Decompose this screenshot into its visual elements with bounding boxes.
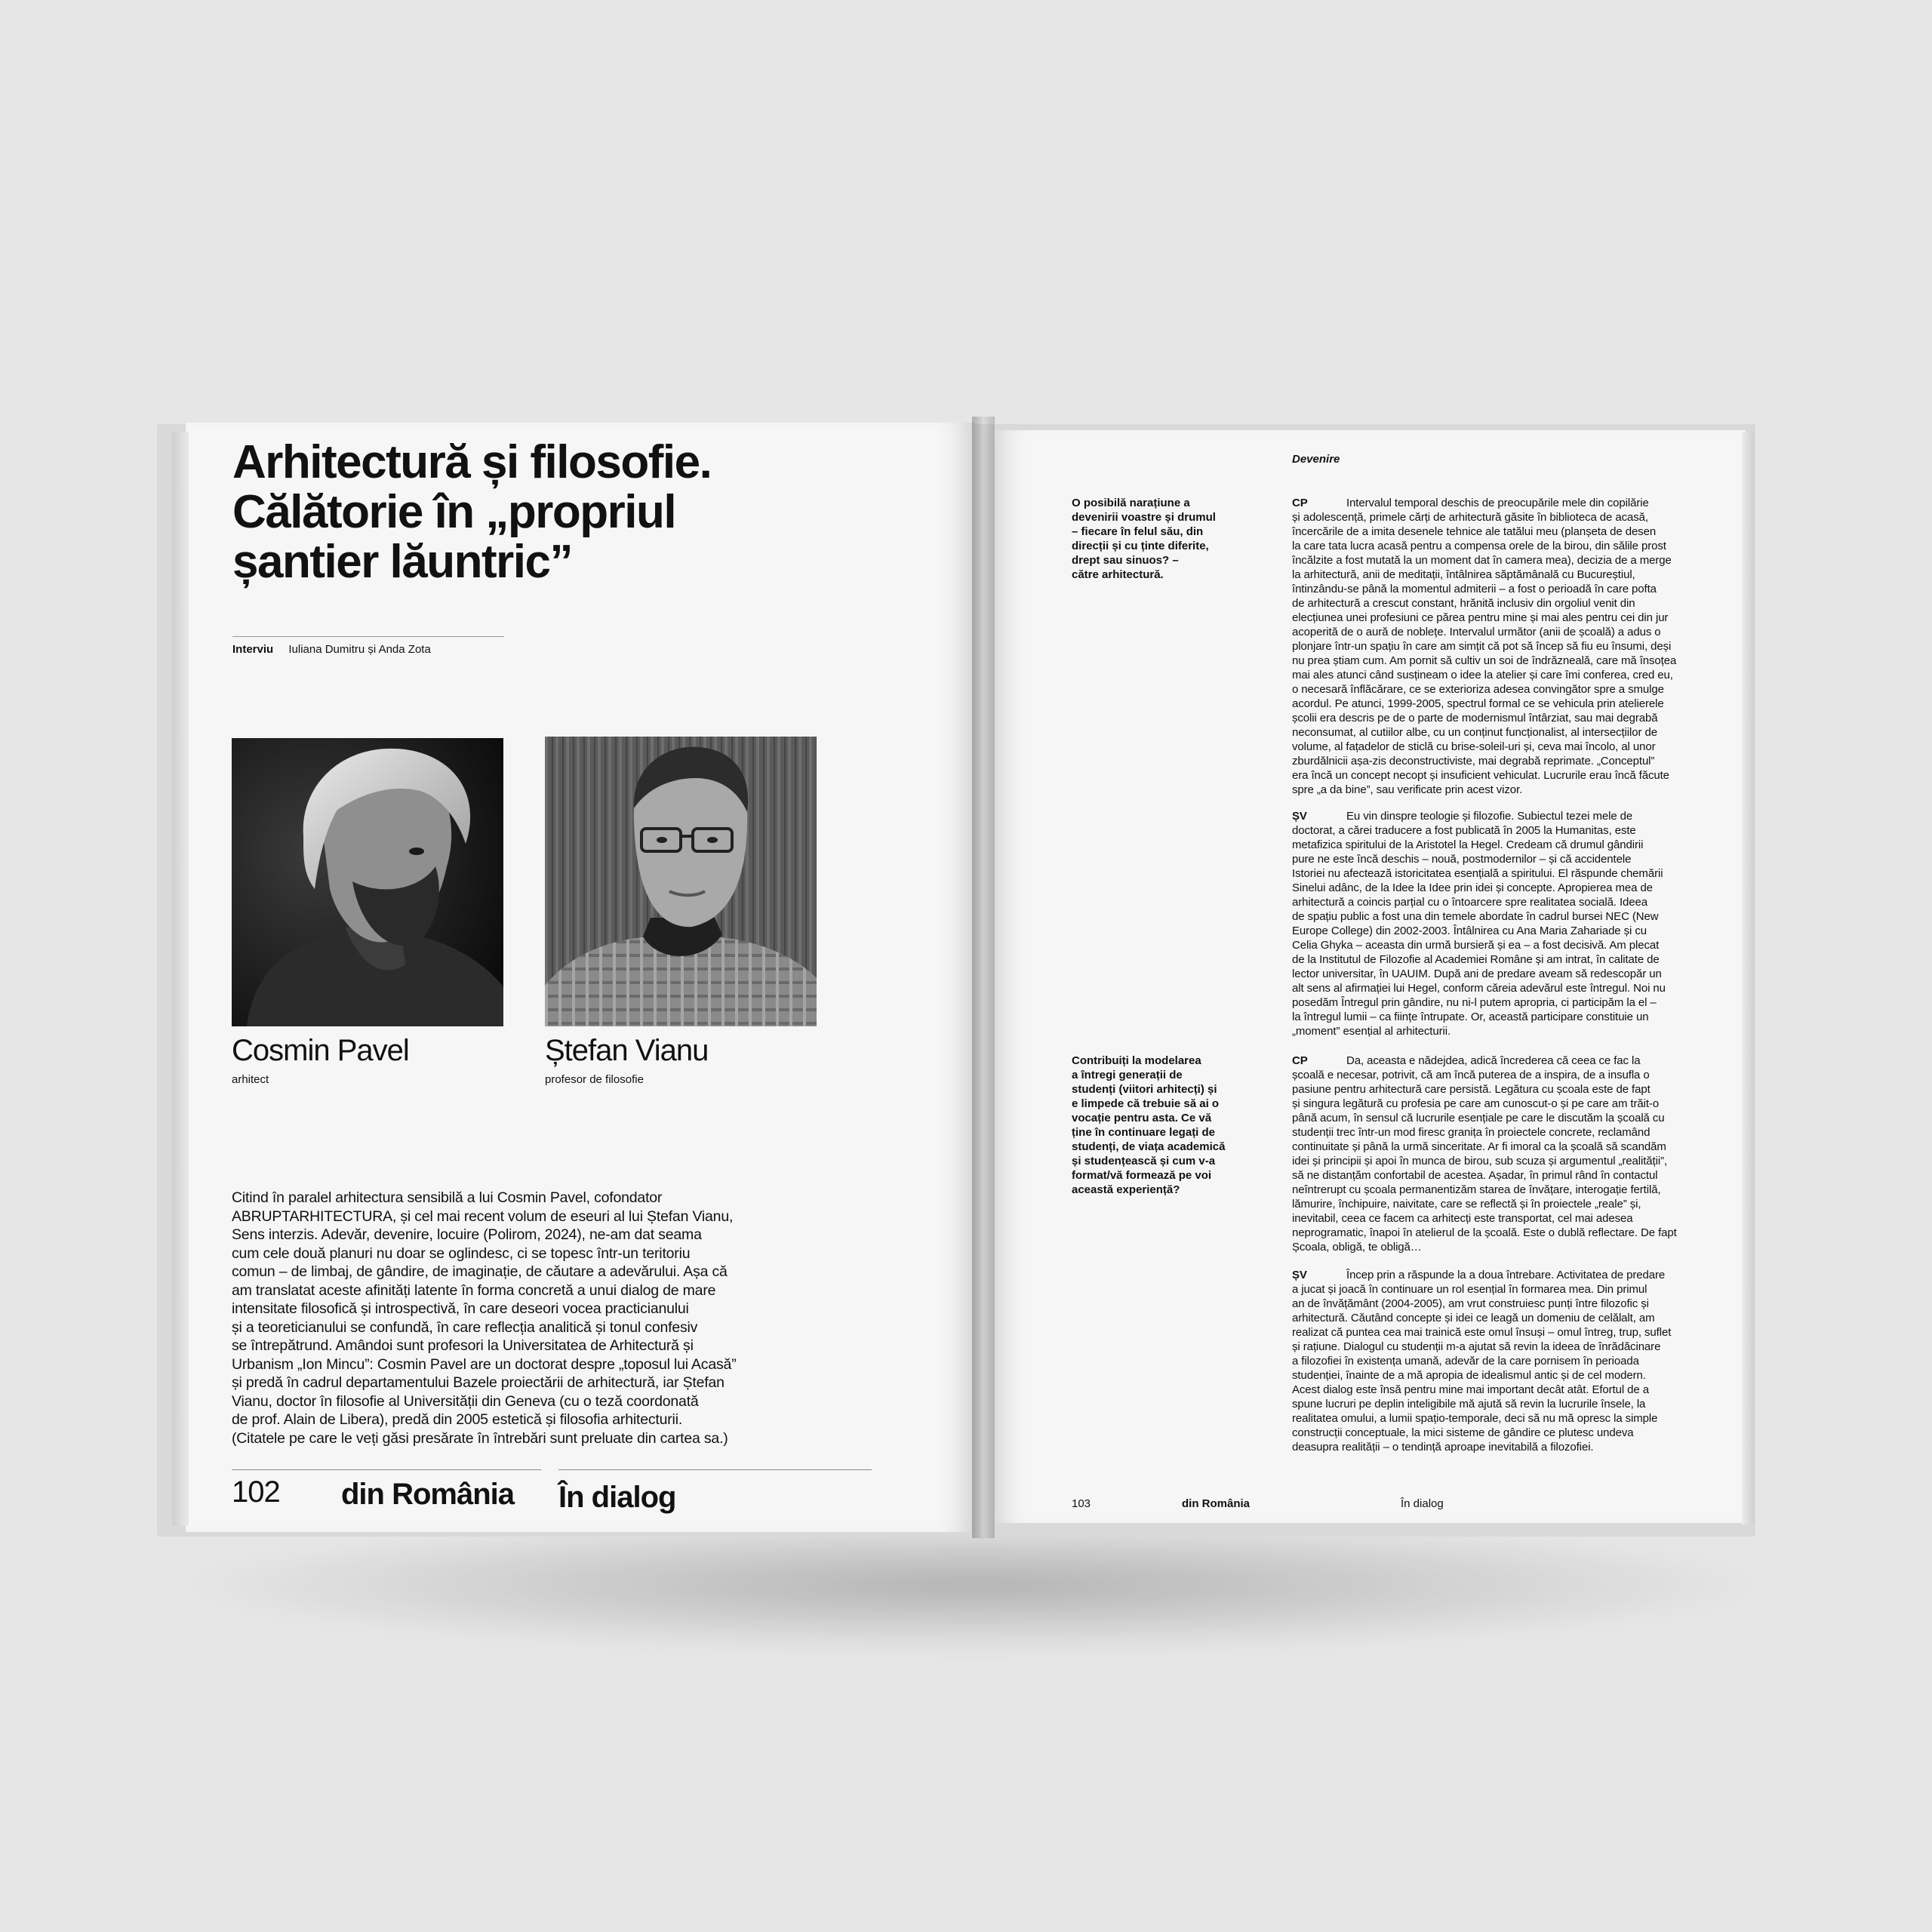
answer-line: nu prea știam cum. Am pornit să cultiv un soi de îndrăzneală, care mă însoțea [1292, 654, 1677, 667]
speaker-initials: ȘV [1292, 810, 1307, 823]
answer-line: metafizica spiritului de la Aristotel la Hegel. Credeam că drumul gândirii [1292, 838, 1644, 851]
byline [232, 643, 431, 656]
answer-line: Istoriei nu afectează istoricitatea esențială a spiritului. El răspunde chemării [1292, 867, 1663, 880]
intro-line: Urbanism „Ion Mincu”: Cosmin Pavel are un doctorat despre „toposul lui Acasă” [232, 1355, 737, 1373]
question-line: studenți (viitori arhitecți) și [1072, 1083, 1217, 1096]
section-name: În dialog [558, 1481, 676, 1514]
question [1072, 1054, 1253, 1197]
question-line: a întregi generații de [1072, 1069, 1183, 1081]
question-line: către arhitectură. [1072, 568, 1164, 581]
intro-line: Vianu, doctor în filosofie al Universității din Geneva (cu o teză coordonată [232, 1392, 699, 1410]
answer-line: deasupra realității – o tendință aproape inevitabilă a filozofiei. [1292, 1441, 1594, 1454]
answer-line: la întregul lumii – ca ființe întrupate. Or, această participare constituie un [1292, 1011, 1649, 1023]
answer-line: arhitectură a coincis parțial cu o întoarcere spre realitatea socială. Ideea [1292, 896, 1647, 909]
person-name: Ștefan Vianu [545, 1034, 709, 1067]
answer-line: neîntrerupt cu școala permanentizăm starea de învățare, interogație fertilă, [1292, 1183, 1661, 1196]
answer-line: studenții trec într-un mod firesc granița în proiectele concrete, reclamând [1292, 1126, 1651, 1139]
question-line: studenți, de viața academică [1072, 1140, 1226, 1153]
question-line: devenirii voastre și drumul [1072, 511, 1216, 524]
cosmin-pavel-portrait [232, 738, 503, 1026]
person-role: arhitect [232, 1073, 269, 1086]
answer-line: spune lucruri pe deplin inteligibile mă ajută să revin la lucrurile însele, la [1292, 1398, 1646, 1411]
question-line: această experiență? [1072, 1183, 1180, 1196]
answer-line: acordul. Pe atunci, 1999-2005, spectrul formal ce se vehicula prin atelierele [1292, 697, 1664, 710]
question-line: drept sau sinuos? – [1072, 554, 1179, 567]
intro-line: intensitate filosofică și introspectivă, în care deseori vocea practicianului [232, 1300, 689, 1317]
question-line: – fiecare în felul său, din [1072, 525, 1204, 538]
byline-label: Interviu [232, 643, 274, 656]
answer-line: Școala, obligă, te obligă… [1292, 1241, 1422, 1254]
page-number: 103 [1072, 1497, 1091, 1510]
intro-line: Citind în paralel arhitectura sensibilă a lui Cosmin Pavel, cofondator [232, 1189, 663, 1206]
intro-line: se întrepătrund. Amândoi sunt profesori la Universitatea de Arhitectură și [232, 1337, 694, 1354]
answer-line: continuitate și până la urmă sinceritate. Ar fi imoral ca la școală să scandăm [1292, 1140, 1666, 1153]
answer-line: încălzite a fost mutată la un moment dat în camera mea), decizia de a merge [1292, 554, 1672, 567]
answer-line: să ne distanțăm confortabil de acestea. Așadar, în primul rând în contactul [1292, 1169, 1658, 1182]
answer-line: și adolescență, primele cărți de arhitectură găsite în biblioteca de acasă, [1292, 511, 1648, 524]
answer-line: elecțiunea unei profesiuni ce părea pentru mine și mai ales pentru cei din jur [1292, 611, 1669, 624]
answer-line: an de învățământ (2004-2005), am vrut construiesc punți între filozofic și [1292, 1297, 1649, 1310]
answer-line: mai ales atunci când susțineam o idee la atelier și care îmi conferea, cred eu, [1292, 669, 1673, 681]
answer-line: Eu vin dinspre teologie și filozofie. Subiectul tezei mele de [1346, 810, 1633, 823]
answer-line: Celia Ghyka – aceasta din urmă bursieră și ea – a fost decisivă. Am plecat [1292, 939, 1660, 952]
speaker-initials: CP [1292, 1054, 1308, 1067]
answer-line: construcții conceptuale, la mici sisteme de gândire ce plutesc undeva [1292, 1426, 1634, 1439]
answer-line: volume, al fațadelor de sticlă cu brise-soleil-uri și, ceva mai încolo, al unor [1292, 740, 1656, 753]
person-role: profesor de filosofie [545, 1073, 644, 1086]
answer-line: și rațiune. Dialogul cu studenții m-a ajutat să revin la ideea de înrădăcinare [1292, 1340, 1661, 1353]
answer-line: posedăm Întregul prin gândire, nu ni-l putem apropria, ci participăm la el – [1292, 996, 1657, 1009]
answer-line: de la Institutul de Filozofie al Academiei Române și am intrat, în calitate de [1292, 953, 1660, 966]
running-section-label: Devenire [1292, 453, 1340, 466]
intro-line: și predă în cadrul departamentului Bazele proiectării de arhitectură, iar Ștefan [232, 1374, 724, 1391]
speaker-initials: CP [1292, 497, 1308, 509]
intro-line: (Citatele pe care le veți găsi presărate în întrebări sunt preluate din cartea sa.) [232, 1429, 728, 1447]
answer-line: încercările de a imita desenele tehnice ale tatălui meu (planșeta de desen [1292, 525, 1657, 538]
answer-line: „moment” esențial al arhitecturii. [1292, 1025, 1451, 1038]
title-line: șantier lăuntric” [232, 536, 572, 588]
answer-line: zburdălnicii așa-zis deconstructiviste, mai degrabă reprimate. „Conceptul” [1292, 755, 1655, 768]
answer-line: Încep prin a răspunde la a doua întrebare. Activitatea de predare [1346, 1269, 1666, 1281]
title-line: Arhitectură și filosofie. [232, 436, 712, 488]
answer-line: a jucat și joacă în continuare un rol esențial în formarea mea. Din primul [1292, 1283, 1647, 1296]
answer-line: Europe College) din 2002-2003. Întâlnirea cu Ana Maria Zahariade și cu [1292, 924, 1647, 937]
answer-line: de arhitectură a crescut constant, hrănită inclusiv din orgoliul venit din [1292, 597, 1635, 610]
intro-line: de prof. Alain de Libera), predă din 2005 estetică și filosofia arhitecturii. [232, 1411, 683, 1428]
question-line: O posibilă narațiune a [1072, 497, 1190, 509]
book-gutter [972, 417, 995, 1538]
intro-line: ABRUPTARHITECTURA, și cel mai recent volum de eseuri al lui Ștefan Vianu, [232, 1208, 734, 1225]
answer-line: școlii era descris pe de o parte de modernismul întârziat, sau mai degrabă [1292, 712, 1658, 724]
byline-authors: Iuliana Dumitru și Anda Zota [288, 643, 431, 656]
answer-line: până acum, în sensul că lucrurile esențiale pe care le discutăm la școală cu [1292, 1112, 1665, 1124]
answer [1292, 1268, 1722, 1454]
magazine-name: din România [341, 1478, 515, 1511]
answer [1292, 496, 1722, 797]
footer-divider [558, 1469, 872, 1470]
answer-line: arhitectură. Căutând concepte și idei ce leagă un domeniu de celălalt, am [1292, 1312, 1655, 1324]
answer-line: acoperită de o aură de noblețe. Intervalul următor (anii de școală) a adus o [1292, 626, 1661, 638]
question-line: e limpede că trebuie să ai o [1072, 1097, 1220, 1110]
answer-line: inevitabil, ceea ce facem ca arhitecți este transportat, cel mai adesea [1292, 1212, 1633, 1225]
intro-line: comun – de limbaj, de gândire, de imaginație, de căutare a adevărului. Așa că [232, 1263, 728, 1280]
answer-line: o necesară înflăcărare, ce se exterioriza adesea convingător spre a smulge [1292, 683, 1664, 696]
answer-line: doctorat, a cărei traducere a fost publicată în 2005 la Humanitas, este [1292, 824, 1636, 837]
question-line: ține în continuare legați de [1072, 1126, 1216, 1139]
stefan-vianu-portrait [545, 737, 817, 1026]
page-number: 102 [232, 1475, 280, 1509]
question-line: vocație pentru asta. Ce vă [1072, 1112, 1212, 1124]
title-line: Călătorie în „propriul [232, 486, 676, 538]
question-line: format/vă formează pe voi [1072, 1169, 1212, 1182]
answer-line: Acest dialog este însă pentru mine mai important decât atât. Efortul de a [1292, 1383, 1649, 1396]
intro-line: cum cele două planuri nu doar se oglindesc, ci se topesc într-un teritoriu [232, 1244, 691, 1262]
answer-line: Da, aceasta e nădejdea, adică încrederea că ceea ce fac la [1346, 1054, 1641, 1067]
answer [1292, 809, 1722, 1038]
answer-line: a filozofiei în existența umană, adevăr de la care pornisem în perioada [1292, 1355, 1639, 1367]
person-name: Cosmin Pavel [232, 1034, 409, 1067]
intro-paragraph [232, 1189, 783, 1447]
intro-line: am translatat aceste afinități latente în forma concretă a unui dialog de mare [232, 1281, 716, 1299]
article-title [232, 438, 806, 587]
answer [1292, 1054, 1722, 1254]
answer-line: și singura legătură cu profesia pe care am cunoscut-o și pe care am trăit-o [1292, 1097, 1660, 1110]
answer-line: realizat că puntea cea mai trainică este omul însuși – omul întreg, trup, suflet [1292, 1326, 1672, 1339]
answer-line: era încă un concept necopt și insuficient vehiculat. Lucrurile erau încă făcute [1292, 769, 1669, 782]
answer-line: Sinelui adânc, de la Idee la Idee prin idei și concepte. Apropierea mea de [1292, 881, 1653, 894]
question-line: direcții și cu ținte diferite, [1072, 540, 1209, 552]
divider [232, 636, 504, 637]
answer-line: pasiune pentru arhitectură care persistă. Legătura cu școala este de fapt [1292, 1083, 1651, 1096]
answer-line: la care tata lucra acasă pentru a compensa orele de la birou, din sălile prost [1292, 540, 1666, 552]
answer-line: studenției, înainte de a mă apropia de idealismul antic și de cel modern. [1292, 1369, 1646, 1382]
answer-line: idei și principii și apoi în munca de birou, sub scuza și argumentul „realității”, [1292, 1155, 1668, 1168]
right-page-stack [1742, 432, 1754, 1524]
intro-line: Sens interzis. Adevăr, devenire, locuire (Polirom, 2024), ne-am dat seama [232, 1226, 702, 1243]
question-line: Contribuiți la modelarea [1072, 1054, 1201, 1067]
answer-line: la arhitectură, anii de meditații, întâlnirea săptămânală cu Bucureștiul, [1292, 568, 1635, 581]
intro-line: și a teoreticianului se confundă, în care reflecția analitică și tonul confesiv [232, 1318, 698, 1336]
left-page-stack [172, 432, 189, 1526]
footer-divider [232, 1469, 541, 1470]
answer-line: spre „a da bine”, sau verificate prin acest vizor. [1292, 783, 1523, 796]
answer-line: neprogramatic, înapoi în atelierul de la școală. Este o dublă reflectare. De fapt [1292, 1226, 1677, 1239]
answer-line: Intervalul temporal deschis de preocupările mele din copilărie [1346, 497, 1649, 509]
answer-line: lămurire, închipuire, naivitate, care se reflectă și în proiectele „reale” și, [1292, 1198, 1641, 1211]
answer-line: pure ne este încă deschis – nouă, postmodernilor – și că accidentele [1292, 853, 1632, 866]
answer-line: plonjare într-un spațiu în care am simțit că pot să încep să fiu eu însumi, deși [1292, 640, 1672, 653]
answer-line: alt sens al afirmației lui Hegel, conform căreia adevărul este întregul. Noi nu [1292, 982, 1666, 995]
answer-line: întinzându-se până la momentul admiterii – a fost o perioadă în care pofta [1292, 583, 1657, 595]
question [1072, 496, 1253, 582]
answer-line: lector universitar, în UAUIM. După ani de predare aveam să redescopăr un [1292, 968, 1662, 980]
section-name: În dialog [1401, 1497, 1444, 1510]
question-line: și studențească și cum v-a [1072, 1155, 1216, 1168]
answer-line: neconsumat, al cutiilor albe, cu un conținut funcționalist, al intersecțiilor de [1292, 726, 1657, 739]
speaker-initials: ȘV [1292, 1269, 1307, 1281]
answer-line: realitatea omului, a lumii spațio-temporale, deci să nu mă opresc la simple [1292, 1412, 1658, 1425]
magazine-name: din România [1182, 1497, 1251, 1510]
answer-line: școală e necesar, potrivit, că am încă puterea de a inspira, de a insufla o [1292, 1069, 1650, 1081]
answer-line: de spațiu public a fost una din temele abordate în cadrul bursei NEC (New [1292, 910, 1659, 923]
